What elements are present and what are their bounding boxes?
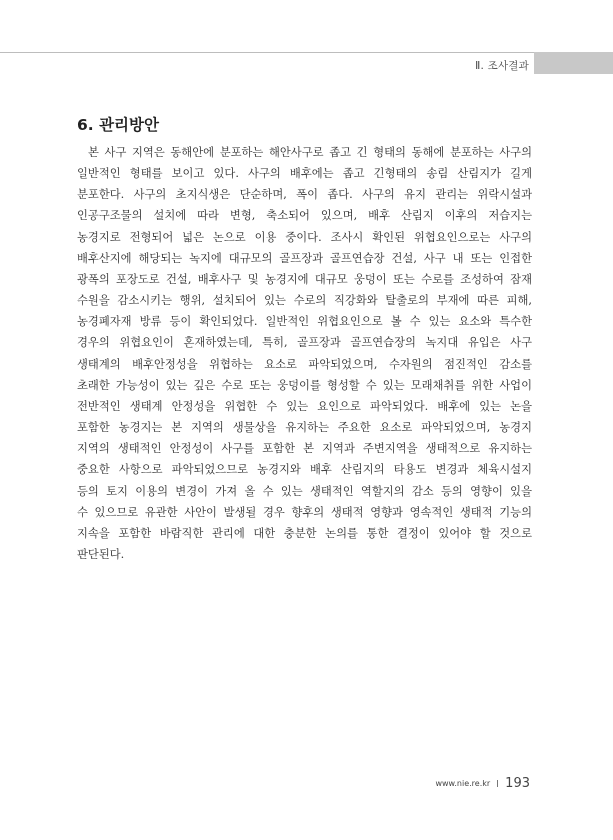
body-line: 지역의 생태적인 안정성이 사구를 포함한 본 지역과 주변지역을 생태적으로 유지하는	[77, 442, 532, 456]
body-line: 농경지로 전형되어 넓은 논으로 이용 중이다. 조사시 확인된 위협요인으로는 사구의	[77, 230, 532, 244]
footer-separator	[497, 780, 498, 787]
body-line: 포함한 농경지는 본 지역의 생물상을 유지하는 주요한 요소로 파악되었으며, 농경지	[77, 421, 532, 435]
header-rule	[0, 52, 534, 53]
body-line: 생태계의 배후안정성을 위협하는 요소로 파악되었으며, 수자원의 점진적인 감소를	[77, 357, 532, 371]
body-line: 일반적인 형태를 보이고 있다. 사구의 배후에는 좁고 긴형태의 송림 산림지가 길게	[77, 167, 532, 181]
body-line: 경우의 위협요인이 혼재하였는데, 특히, 골프장과 골프연습장의 녹지대 유입은 사구	[77, 336, 532, 350]
body-line: 중요한 사항으로 파악되었으므로 농경지와 배후 산림지의 타용도 변경과 체육시설지	[77, 463, 532, 477]
body-line: 수원을 감소시키는 행위, 설치되어 있는 수로의 직강화와 탈출로의 부재에 따른 피해,	[77, 294, 532, 308]
page-footer	[435, 776, 530, 791]
body-line: 인공구조물의 설치에 따라 변형, 축소되어 있으며, 배후 산림지 이후의 저습지는	[77, 209, 532, 223]
header-tab	[534, 52, 613, 74]
body-line: 광폭의 포장도로 건설, 배후사구 및 농경지에 대규모 웅덩이 또는 수로를 조성하여 잠재	[77, 272, 532, 286]
body-line: 분포한다. 사구의 초지식생은 단순하며, 폭이 좁다. 사구의 유지 관리는 위락시설과	[77, 188, 532, 202]
section-title: 6. 관리방안	[77, 116, 159, 134]
body-line: 등의 토지 이용의 변경이 가져 올 수 있는 생태적인 역할지의 감소 등의 영향이 있을	[77, 484, 532, 498]
body-line: 판단된다.	[77, 547, 125, 561]
body-line: 지속을 포함한 바람직한 관리에 대한 충분한 논의를 통한 결정이 있어야 할 것으로	[77, 526, 532, 540]
body-line: 전반적인 생태계 안정성을 위협한 수 있는 요인으로 파악되었다. 배후에 있는 논을	[77, 399, 532, 413]
body-line: 초래한 가능성이 있는 깊은 수로 또는 웅덩이를 형성할 수 있는 모래채취를 위한 사업이	[77, 378, 532, 392]
page-number: 193	[505, 776, 530, 791]
body-line: 본 사구 지역은 동해안에 분포하는 해안사구로 좁고 긴 형태의 동해에 분포하는 사구의	[88, 146, 532, 159]
body-line: 배후산지에 해당되는 녹지에 대규모의 골프장과 골프연습장 건설, 사구 내 또는 인접한	[77, 251, 532, 265]
body-line: 수 있으므로 유관한 사안이 발생될 경우 향후의 생태적 영향과 영속적인 생태적 기능의	[77, 505, 532, 519]
footer-website: www.nie.re.kr	[435, 779, 491, 788]
body-paragraph	[77, 142, 532, 565]
chapter-label: Ⅱ. 조사결과	[475, 60, 529, 72]
body-line: 농경폐자재 방류 등이 확인되었다. 일반적인 위협요인으로 볼 수 있는 요소와 특수한	[77, 315, 532, 329]
